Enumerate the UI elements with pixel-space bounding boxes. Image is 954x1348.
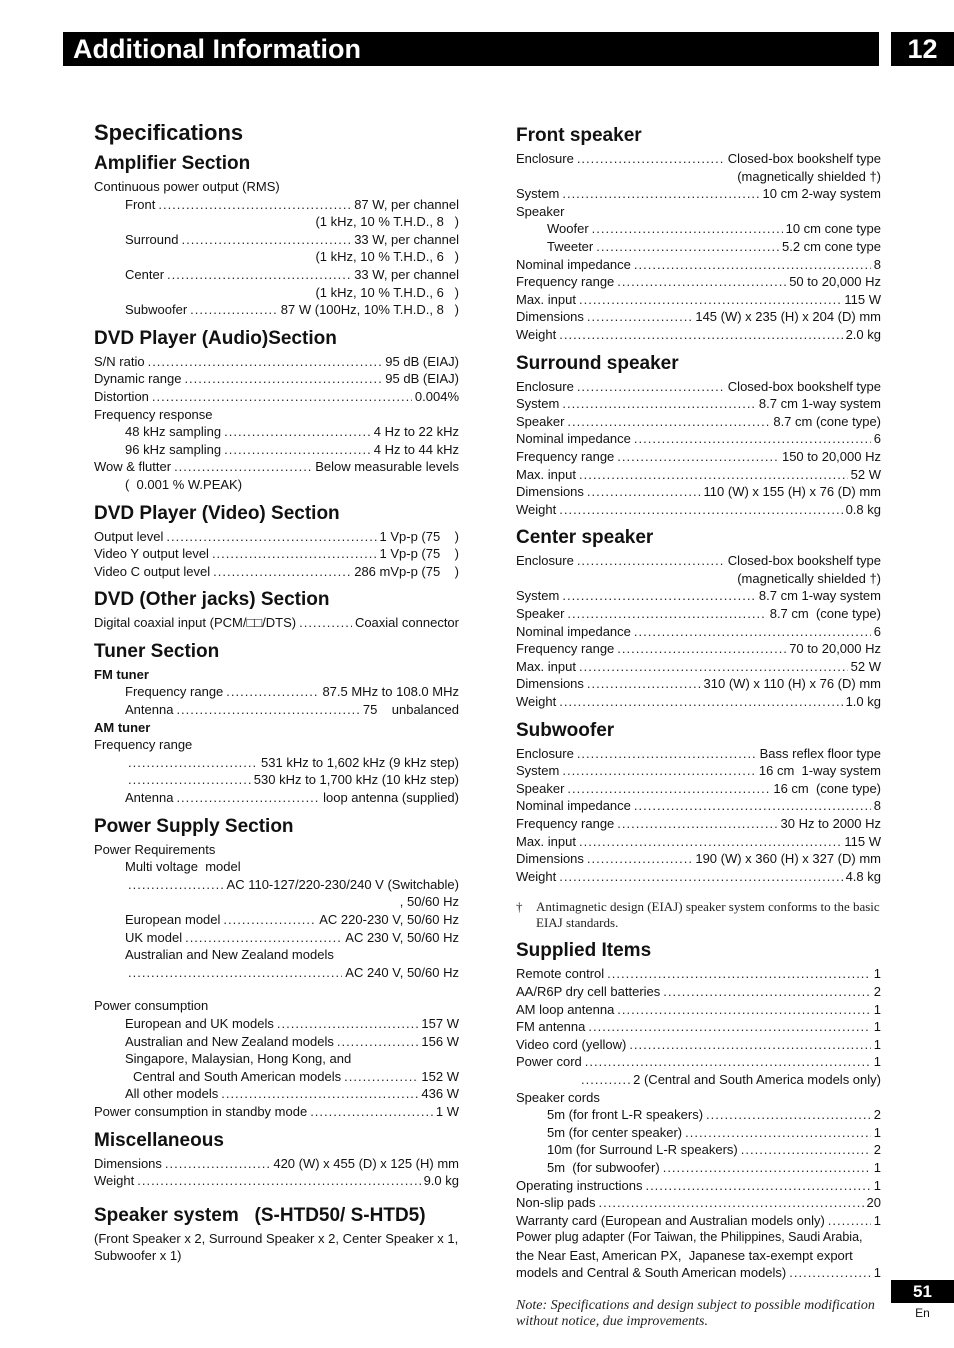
- spec-row-tweeter: [516, 238, 881, 256]
- item-label: AM loop antenna: [516, 1001, 615, 1017]
- item-quantity: 1: [873, 1036, 881, 1052]
- spec-value: 1 Vp-p (75 ): [379, 546, 459, 562]
- spec-value: Closed-box bookshelf type: [727, 553, 881, 569]
- item-quantity: 1: [873, 1212, 881, 1228]
- spec-label: Weight: [516, 326, 557, 342]
- spec-row-max-input: [516, 833, 881, 851]
- item-label: 5m (for center speaker): [547, 1124, 683, 1140]
- spec-row-weight: [516, 501, 881, 519]
- spec-label: European model: [125, 912, 221, 927]
- spec-label: Weight: [516, 501, 557, 517]
- spec-value: 52 W: [850, 658, 881, 674]
- spec-label: Speaker: [516, 606, 565, 622]
- tuner-section: [94, 640, 459, 807]
- spec-value: 4 Hz to 44 kHz: [373, 441, 459, 457]
- spec-label: 96 kHz sampling: [125, 441, 222, 457]
- spec-row-surround: [94, 231, 459, 249]
- spec-continuation: (magnetically shielded †): [737, 570, 881, 586]
- spec-value: 10 cm 2-way system: [762, 186, 881, 202]
- antimagnetic-footnote: [516, 899, 881, 931]
- item-row-adapter: [516, 1264, 881, 1282]
- spec-row-speaker: [516, 413, 881, 431]
- item-row-cord-center: [516, 1124, 881, 1142]
- dvd-other-title: DVD (Other jacks) Section: [94, 589, 330, 611]
- supplied-items-title: Supplied Items: [516, 940, 652, 962]
- spec-row-max-input: [516, 466, 881, 484]
- spec-row-am-freq-9k: [94, 754, 459, 772]
- adapter-line-2: the Near East, American PX, Japanese tax-exempt export: [516, 1247, 853, 1263]
- spec-value: Bass reflex floor type: [759, 745, 881, 761]
- spec-label: European and UK models: [125, 1015, 274, 1031]
- spec-label: System: [516, 588, 560, 604]
- spec-value: 30 Hz to 2000 Hz: [780, 816, 881, 831]
- spec-row-frequency: [516, 273, 881, 291]
- spec-row-subwoofer: [94, 301, 459, 319]
- center-speaker-section: [516, 526, 881, 710]
- spec-value: 115 W: [844, 291, 881, 307]
- item-quantity: 1: [873, 1159, 881, 1175]
- item-quantity: 1: [873, 1177, 881, 1193]
- supplied-items-section: [516, 939, 881, 1282]
- item-label: Operating instructions: [516, 1177, 643, 1193]
- spec-row-dimensions: [516, 483, 881, 501]
- item-label: 5m (for subwoofer): [547, 1159, 660, 1175]
- spec-value: 152 W: [421, 1068, 459, 1084]
- dvd-audio-title: DVD Player (Audio)Section: [94, 327, 337, 349]
- spec-label: Dimensions: [516, 309, 584, 325]
- surround-speaker-section: [516, 352, 881, 519]
- spec-row-weight: [94, 1172, 459, 1190]
- spec-label: Antenna: [125, 702, 174, 718]
- spec-value: 33 W, per channel: [354, 231, 459, 247]
- amplifier-title: Amplifier Section: [94, 153, 251, 174]
- item-row-fm-antenna: [516, 1018, 881, 1036]
- spec-row-48khz: [94, 423, 459, 441]
- spec-row-fm-frequency: [94, 683, 459, 701]
- item-row-cord-front: [516, 1106, 881, 1124]
- miscellaneous-title: Miscellaneous: [94, 1129, 224, 1151]
- power-supply-section: [94, 815, 459, 1121]
- spec-value: 8.7 cm (cone type): [769, 606, 881, 622]
- fm-tuner-label: FM tuner: [94, 666, 149, 682]
- speaker-label: Speaker: [516, 203, 565, 219]
- chapter-number: 12: [891, 32, 954, 66]
- subwoofer-section: [516, 719, 881, 886]
- spec-label: Video Y output level: [94, 546, 209, 562]
- spec-label: Tweeter: [547, 238, 594, 254]
- spec-label: Center: [125, 266, 165, 282]
- amplifier-intro: Continuous power output (RMS): [94, 179, 280, 194]
- adapter-line-1: Power plug adapter (For Taiwan, the Philippines, Saudi Arabia,: [516, 1230, 863, 1245]
- spec-row-impedance: [516, 256, 881, 274]
- spec-label: Nominal impedance: [516, 431, 631, 447]
- language-label: En: [915, 1306, 930, 1320]
- item-label: Remote control: [516, 966, 605, 982]
- spec-value: 75 unbalanced: [362, 702, 459, 718]
- speaker-system-section: [94, 1204, 459, 1265]
- dagger-mark: †: [516, 899, 523, 915]
- spec-label: Nominal impedance: [516, 256, 631, 272]
- spec-row-impedance: [516, 623, 881, 641]
- spec-label: Output level: [94, 528, 164, 544]
- spec-row-system: [516, 395, 881, 413]
- spec-value: 0.8 kg: [845, 501, 881, 517]
- spec-row-enclosure: [516, 150, 881, 168]
- spec-label: Frequency range: [516, 816, 615, 831]
- spec-row-speaker: [516, 605, 881, 623]
- spec-label: Frequency range: [516, 448, 615, 464]
- spec-label: Frequency range: [516, 274, 615, 290]
- item-quantity: 20: [866, 1195, 881, 1211]
- spec-row-96khz: [94, 441, 459, 459]
- item-row-power-cord: [516, 1053, 881, 1071]
- spec-row-consumption-eu: [94, 1015, 459, 1033]
- spec-value: 1 W: [435, 1103, 459, 1119]
- spec-value: 70 to 20,000 Hz: [789, 641, 881, 657]
- spec-value: 190 (W) x 360 (H) x 327 (D) mm: [695, 851, 881, 867]
- spec-value: 6: [873, 623, 881, 639]
- left-column: [94, 118, 459, 1265]
- spec-row-distortion: [94, 388, 459, 406]
- spec-row-impedance: [516, 797, 881, 815]
- spec-row-system: [516, 185, 881, 203]
- australian-models-label: Australian and New Zealand models: [125, 947, 334, 963]
- spec-value: 87 W, per channel: [354, 196, 459, 212]
- spec-value: 157 W: [421, 1015, 459, 1031]
- spec-row-weight: [516, 868, 881, 886]
- spec-label: Surround: [125, 231, 179, 247]
- page-title: Specifications: [94, 120, 244, 145]
- spec-value: 8: [873, 798, 881, 814]
- spec-label: Distortion: [94, 388, 149, 404]
- speaker-system-title: Speaker system (S-HTD50/ S-HTD5): [94, 1204, 426, 1226]
- spec-value: Below measurable levels: [315, 459, 459, 475]
- spec-value: 8.7 cm 1-way system: [758, 588, 881, 604]
- spec-label: Wow & flutter: [94, 459, 172, 475]
- item-row-cord-subwoofer: [516, 1159, 881, 1177]
- spec-label: Max. input: [516, 291, 576, 307]
- spec-label: 48 kHz sampling: [125, 424, 222, 440]
- spec-value: 4.8 kg: [845, 868, 881, 884]
- spec-value: 8: [873, 256, 881, 272]
- spec-value: 8.7 cm (cone type): [773, 413, 881, 429]
- item-label: Warranty card (European and Australian models only): [516, 1212, 825, 1228]
- spec-label: Max. input: [516, 833, 576, 849]
- spec-continuation: (1 kHz, 10 % T.H.D., 6 ): [315, 249, 459, 265]
- spec-label: Frequency range: [125, 684, 224, 700]
- item-label: 5m (for front L-R speakers): [547, 1107, 704, 1123]
- item-quantity: 1: [873, 1124, 881, 1140]
- spec-row-frequency: [516, 815, 881, 833]
- spec-value: Closed-box bookshelf type: [727, 378, 881, 394]
- item-row-pads: [516, 1194, 881, 1212]
- spec-row-australian-models: [94, 964, 459, 982]
- spec-row-consumption-central: [94, 1068, 459, 1086]
- spec-row-enclosure: [516, 378, 881, 396]
- spec-value: 5.2 cm cone type: [782, 238, 881, 254]
- power-requirements-label: Power Requirements: [94, 841, 216, 857]
- item-quantity: 2: [873, 983, 881, 999]
- spec-continuation: (magnetically shielded †): [737, 168, 881, 184]
- spec-row-output-level: [94, 528, 459, 546]
- spec-label: Front: [125, 196, 156, 212]
- speaker-cords-label: Speaker cords: [516, 1089, 600, 1105]
- dvd-video-section: [94, 502, 459, 581]
- item-row-power-cord-central: [516, 1071, 881, 1089]
- item-quantity: 1: [873, 1265, 881, 1281]
- spec-label: Enclosure: [516, 378, 574, 394]
- center-speaker-title: Center speaker: [516, 527, 654, 549]
- spec-label: Nominal impedance: [516, 623, 631, 639]
- spec-value: 10 cm cone type: [785, 221, 881, 237]
- spec-label: Speaker: [516, 780, 565, 796]
- spec-row-digital-coaxial: [94, 614, 459, 632]
- spec-row-multi-voltage: [94, 876, 459, 894]
- item-row-cord-surround: [516, 1141, 881, 1159]
- spec-continuation: , 50/60 Hz: [399, 894, 459, 910]
- right-column: [516, 124, 881, 1330]
- spec-label: Weight: [516, 868, 557, 884]
- spec-value: AC 220-230 V, 50/60 Hz: [319, 912, 459, 927]
- consumption-singapore-label: Singapore, Malaysian, Hong Kong, and: [125, 1051, 352, 1067]
- spec-label: S/N ratio: [94, 353, 145, 369]
- spec-label: Max. input: [516, 658, 576, 674]
- spec-row-standby: [94, 1103, 459, 1121]
- spec-value: 115 W: [844, 833, 881, 849]
- spec-value: 530 kHz to 1,700 kHz (10 kHz step): [253, 772, 459, 788]
- spec-value: 436 W: [421, 1086, 459, 1102]
- frequency-response-label: Frequency response: [94, 406, 213, 422]
- spec-value: 286 mVp-p (75 ): [354, 563, 459, 579]
- am-frequency-label: Frequency range: [94, 737, 193, 753]
- item-label: Power cord: [516, 1054, 582, 1070]
- spec-value: 33 W, per channel: [354, 266, 459, 282]
- item-label: models and Central & South American models): [516, 1265, 787, 1281]
- spec-label: Dimensions: [516, 676, 584, 692]
- item-label: Video cord (yellow): [516, 1036, 627, 1052]
- spec-continuation: (1 kHz, 10 % T.H.D., 6 ): [315, 284, 459, 300]
- spec-value: 531 kHz to 1,602 kHz (9 kHz step): [261, 754, 459, 770]
- spec-row-system: [516, 762, 881, 780]
- spec-label: Dimensions: [516, 484, 584, 500]
- spec-label: UK model: [125, 929, 183, 945]
- spec-row-dimensions: [94, 1155, 459, 1173]
- am-tuner-label: AM tuner: [94, 719, 151, 735]
- spec-row-weight: [516, 693, 881, 711]
- spec-row-dimensions: [516, 675, 881, 693]
- spec-value: AC 230 V, 50/60 Hz: [345, 929, 459, 945]
- spec-row-am-freq-10k: [94, 771, 459, 789]
- closing-note: Note: Specifications and design subject to possible modification without notice, due improvements.: [516, 1298, 875, 1330]
- spec-value: 1 Vp-p (75 ): [379, 528, 459, 544]
- item-label: 10m (for Surround L-R speakers): [547, 1142, 738, 1158]
- spec-label: Frequency range: [516, 641, 615, 657]
- spec-row-system: [516, 587, 881, 605]
- item-label: FM antenna: [516, 1019, 586, 1035]
- item-quantity: 1: [873, 1019, 881, 1035]
- spec-value: 310 (W) x 110 (H) x 76 (D) mm: [703, 676, 881, 692]
- spec-label: System: [516, 186, 560, 202]
- tuner-title: Tuner Section: [94, 640, 220, 662]
- spec-value: Closed-box bookshelf type: [727, 151, 881, 166]
- spec-row-sn-ratio: [94, 353, 459, 371]
- spec-continuation: ( 0.001 % W.PEAK): [125, 476, 243, 492]
- item-quantity: 2 (Central and South America models only): [633, 1071, 881, 1087]
- spec-row-wow-flutter: [94, 458, 459, 476]
- spec-row-frequency: [516, 640, 881, 658]
- spec-row-fm-antenna: [94, 701, 459, 719]
- spec-value: AC 240 V, 50/60 Hz: [345, 964, 459, 980]
- spec-label: Dimensions: [94, 1155, 162, 1171]
- spec-row-front: [94, 196, 459, 214]
- spec-label: Speaker: [516, 413, 565, 429]
- item-quantity: 1: [873, 966, 881, 982]
- item-row-manual: [516, 1177, 881, 1195]
- amplifier-section: [94, 152, 459, 319]
- spec-value: Coaxial connector: [354, 615, 459, 631]
- item-row-batteries: [516, 983, 881, 1001]
- spec-value: 150 to 20,000 Hz: [781, 448, 881, 464]
- spec-label: Subwoofer: [125, 302, 188, 318]
- spec-label: Power consumption in standby mode: [94, 1103, 308, 1119]
- spec-value: 420 (W) x 455 (D) x 125 (H) mm: [273, 1155, 459, 1171]
- spec-label: Weight: [94, 1173, 135, 1189]
- spec-label: Dimensions: [516, 851, 584, 867]
- spec-continuation: (1 kHz, 10 % T.H.D., 8 ): [315, 214, 459, 230]
- spec-row-enclosure: [516, 745, 881, 763]
- item-quantity: 1: [873, 1054, 881, 1070]
- spec-label: Australian and New Zealand models: [125, 1033, 334, 1049]
- spec-label: Max. input: [516, 466, 576, 482]
- spec-row-dynamic-range: [94, 370, 459, 388]
- spec-row-weight: [516, 326, 881, 344]
- item-row-remote: [516, 965, 881, 983]
- spec-row-enclosure: [516, 552, 881, 570]
- spec-label: Digital coaxial input (PCM/□□/DTS): [94, 615, 297, 631]
- multi-voltage-label: Multi voltage model: [125, 859, 241, 875]
- spec-row-dimensions: [516, 308, 881, 326]
- spec-label: All other models: [125, 1086, 219, 1102]
- item-row-am-loop: [516, 1001, 881, 1019]
- item-label: Non-slip pads: [516, 1195, 596, 1211]
- front-speaker-section: [516, 124, 881, 344]
- spec-value: 1.0 kg: [845, 694, 881, 710]
- spec-row-video-y: [94, 545, 459, 563]
- spec-label: System: [516, 396, 560, 412]
- item-row-warranty: [516, 1212, 881, 1230]
- item-quantity: 2: [873, 1142, 881, 1158]
- spec-row-center: [94, 266, 459, 284]
- spec-label: Enclosure: [516, 745, 574, 761]
- spec-label: Enclosure: [516, 151, 574, 166]
- footnote-text: Antimagnetic design (EIAJ) speaker system conforms to the basic EIAJ standards.: [536, 899, 880, 931]
- spec-row-impedance: [516, 430, 881, 448]
- speaker-system-description: (Front Speaker x 2, Surround Speaker x 2, Center Speaker x 1, Subwoofer x 1): [94, 1230, 459, 1264]
- spec-value: 4 Hz to 22 kHz: [373, 424, 459, 440]
- spec-value: 2.0 kg: [845, 326, 881, 342]
- spec-value: 156 W: [421, 1033, 459, 1049]
- spec-row-max-input: [516, 291, 881, 309]
- dvd-video-title: DVD Player (Video) Section: [94, 502, 340, 524]
- spec-value: 145 (W) x 235 (H) x 204 (D) mm: [695, 309, 881, 325]
- spec-row-video-c: [94, 563, 459, 581]
- spec-label: System: [516, 763, 560, 779]
- spec-value: AC 110-127/220-230/240 V (Switchable): [226, 876, 459, 892]
- spec-label: Dynamic range: [94, 371, 182, 387]
- front-speaker-title: Front speaker: [516, 125, 642, 146]
- spec-label: Video C output level: [94, 563, 211, 579]
- surround-speaker-title: Surround speaker: [516, 352, 679, 374]
- spec-label: Enclosure: [516, 553, 574, 569]
- spec-value: 87 W (100Hz, 10% T.H.D., 8 ): [280, 302, 459, 318]
- spec-value: 6: [873, 431, 881, 447]
- spec-value: 16 cm (cone type): [773, 780, 881, 796]
- spec-row-european-model: [94, 911, 459, 929]
- spec-value: 95 dB (EIAJ): [385, 353, 459, 369]
- header-bar: [63, 32, 879, 66]
- spec-value: 0.004%: [414, 388, 459, 404]
- spec-value: 9.0 kg: [423, 1173, 459, 1189]
- item-quantity: 1: [873, 1001, 881, 1017]
- spec-label: Nominal impedance: [516, 798, 631, 814]
- spec-label: Weight: [516, 694, 557, 710]
- item-quantity: 2: [873, 1107, 881, 1123]
- spec-value: 95 dB (EIAJ): [385, 371, 459, 387]
- dvd-other-section: [94, 588, 459, 632]
- power-supply-title: Power Supply Section: [94, 815, 294, 837]
- dvd-audio-section: [94, 327, 459, 494]
- spec-label: Woofer: [547, 221, 589, 237]
- spec-row-consumption-aus: [94, 1033, 459, 1051]
- spec-label: Antenna: [125, 790, 174, 806]
- spec-value: 8.7 cm 1-way system: [758, 396, 881, 412]
- power-consumption-label: Power consumption: [94, 998, 209, 1014]
- spec-value: 52 W: [850, 466, 881, 482]
- spec-row-dimensions: [516, 850, 881, 868]
- item-row-video-cord: [516, 1036, 881, 1054]
- spec-row-woofer: [516, 220, 881, 238]
- spec-row-am-antenna: [94, 789, 459, 807]
- spec-label: Central and South American models: [133, 1068, 342, 1084]
- spec-value: 16 cm 1-way system: [758, 763, 881, 779]
- spec-row-uk-model: [94, 929, 459, 947]
- spec-value: 50 to 20,000 Hz: [789, 274, 881, 290]
- header-title: Additional Information: [73, 34, 361, 64]
- spec-value: 110 (W) x 155 (H) x 76 (D) mm: [703, 484, 881, 500]
- spec-row-speaker: [516, 780, 881, 798]
- subwoofer-title: Subwoofer: [516, 719, 615, 741]
- spec-row-max-input: [516, 658, 881, 676]
- miscellaneous-section: [94, 1129, 459, 1190]
- spec-row-frequency: [516, 448, 881, 466]
- item-label: AA/R6P dry cell batteries: [516, 983, 661, 999]
- page-number: 51: [891, 1280, 954, 1303]
- spec-value: loop antenna (supplied): [323, 790, 459, 806]
- spec-row-consumption-other: [94, 1085, 459, 1103]
- spec-value: 87.5 MHz to 108.0 MHz: [322, 684, 459, 700]
